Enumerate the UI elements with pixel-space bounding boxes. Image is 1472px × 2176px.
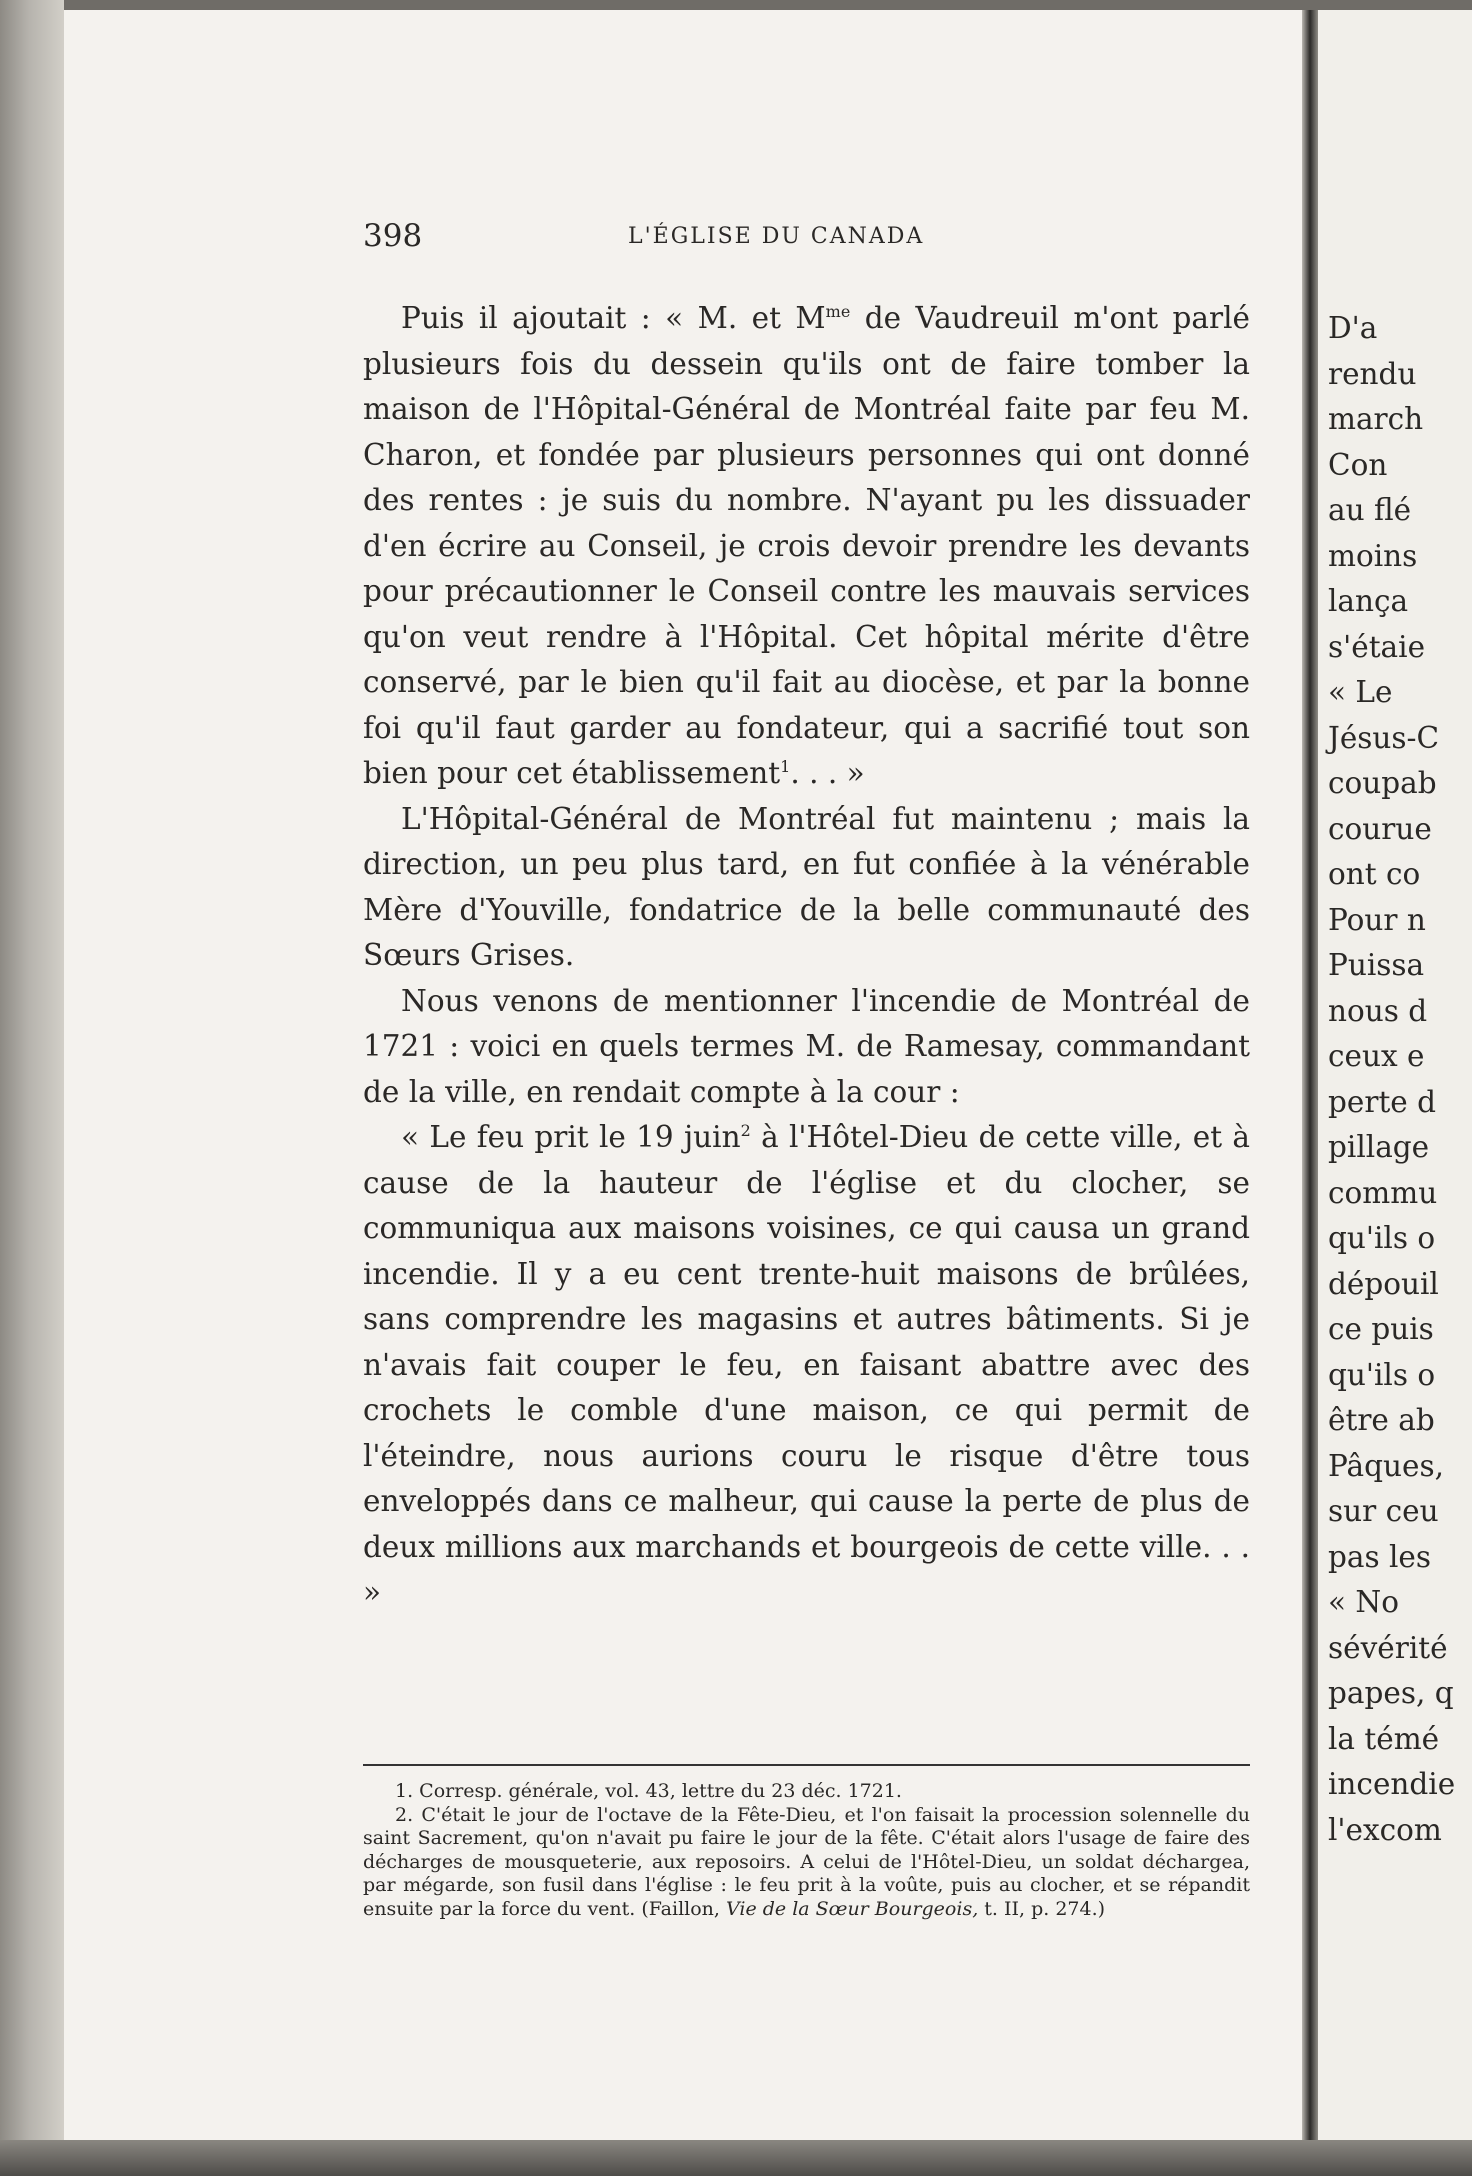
running-head — [363, 218, 1250, 262]
right-line: qu'ils o — [1328, 1357, 1436, 1392]
book-gutter — [1302, 10, 1318, 2142]
book-bottom-edge — [0, 2140, 1472, 2176]
right-line: nous d — [1328, 993, 1428, 1028]
right-line: au flé — [1328, 493, 1412, 527]
right-line: rendu — [1328, 356, 1417, 391]
text-run: 2. C'était le jour de l'octave de la Fête-Dieu, et l'on faisait la procession solennelle du saint Sacrement, qu'on n'avait pu faire le jour de la fête. C'était alors l'usage de faire des décharges de mousqueterie, aux reposoirs. A celui de l'Hôtel-Dieu, un soldat déchargea, par mégarde, son fusil dans l'église : le feu prit à la voûte, puis au clocher, et se répandit ensuite par la force du vent. (Faillon, — [363, 1803, 1250, 1920]
right-page-text — [1328, 306, 1472, 1853]
right-line: sévérité — [1328, 1630, 1448, 1665]
text-run: à l'Hôtel-Dieu de cette ville, et à cause de la hauteur de l'église et du clocher, se communiqua aux maisons voisines, ce qui causa un grand incendie. Il y a eu cent trente-huit maisons de brûlées, sans comprendre les magasins et autres bâtiments. Si je n'avais fait couper le feu, en faisant abattre avec des crochets le comble d'une maison, ce qui permit de l'éteindre, nous aurions couru le risque d'être tous enveloppés dans ce malheur, qui cause la perte de plus de deux millions aux marchands et bourgeois de cette ville. . . » — [363, 1120, 1250, 1609]
right-line: l'excom — [1328, 1812, 1442, 1847]
right-line: sur ceu — [1328, 1494, 1439, 1528]
right-page — [1318, 10, 1472, 2142]
right-line: coupab — [1328, 766, 1437, 800]
right-line: pillage — [1328, 1130, 1430, 1164]
right-line: Puissa — [1328, 948, 1425, 982]
text-run: Puis il ajoutait : « M. et M — [401, 301, 826, 335]
footnote-2 — [363, 1804, 1250, 1922]
paragraph — [363, 1115, 1250, 1616]
right-line: march — [1328, 402, 1424, 436]
text-run: . . . » — [790, 756, 865, 790]
text-run: « Le feu prit le 19 juin — [401, 1120, 741, 1154]
right-line: papes, q — [1328, 1676, 1454, 1710]
paragraph: Nous venons de mentionner l'incendie de Montréal de 1721 : voici en quels termes M. de Ramesay, commandant de la ville, en rendait compte à la cour : — [363, 983, 1250, 1109]
footnote-1: 1. Corresp. générale, vol. 43, lettre du 23 déc. 1721. — [395, 1780, 902, 1802]
superscript: me — [825, 302, 851, 322]
footnote-italic-title: Vie de la Sœur Bourgeois, — [726, 1897, 979, 1920]
running-title: L'ÉGLISE DU CANADA — [628, 224, 925, 249]
paragraph: L'Hôpital-Général de Montréal fut maintenu ; mais la direction, un peu plus tard, en fut confiée à la vénérable Mère d'Youville, fondatrice de la belle communauté des Sœurs Grises. — [363, 801, 1250, 972]
body-text — [363, 296, 1250, 1616]
page-number: 398 — [363, 218, 423, 254]
right-line: D'a — [1328, 311, 1378, 345]
right-line: courue — [1328, 811, 1432, 846]
right-line: Pâques, — [1328, 1448, 1444, 1483]
right-line: incendie — [1328, 1767, 1456, 1801]
book-left-edge — [0, 0, 64, 2176]
right-line: lança — [1328, 584, 1409, 618]
paragraph — [363, 296, 1250, 797]
right-line: pas les — [1328, 1539, 1432, 1574]
right-line: ont co — [1328, 857, 1421, 891]
right-line: s'étaie — [1328, 629, 1426, 664]
right-line: Jésus-C — [1328, 720, 1440, 755]
text-run: de Vaudreuil m'ont parlé plusieurs fois du dessein qu'ils ont de faire tomber la maison de l'Hôpital-Général de Montréal faite par feu M. Charon, et fondée par plusieurs personnes qui ont donné des rentes : je suis du nombre. N'ayant pu les dissuader d'en écrire au Conseil, je crois devoir prendre les devants pour précautionner le Conseil contre les mauvais services qu'on veut rendre à l'Hôpital. Cet hôpital mérite d'être conservé, par le bien qu'il fait au diocèse, et par la bonne foi qu'il faut garder au fondateur, qui a sacrifié tout son bien pour cet établissement — [363, 301, 1251, 790]
right-line: commu — [1328, 1175, 1438, 1210]
right-line: qu'ils o — [1328, 1221, 1436, 1255]
right-line: ce puis — [1328, 1312, 1434, 1346]
right-line: la témé — [1328, 1721, 1440, 1756]
right-line: Con — [1328, 447, 1388, 482]
right-line: dépouil — [1328, 1266, 1439, 1301]
right-line: « No — [1328, 1585, 1399, 1619]
text-run: t. II, p. 274.) — [978, 1897, 1106, 1920]
footnote-ref-1: 1 — [780, 757, 791, 777]
right-line: ceux e — [1328, 1039, 1425, 1073]
right-line: « Le — [1328, 675, 1393, 709]
right-line: perte d — [1328, 1084, 1437, 1119]
right-line: Pour n — [1328, 902, 1426, 937]
right-line: être ab — [1328, 1403, 1435, 1437]
footnote-ref-2: 2 — [740, 1121, 751, 1141]
footnote-rule — [363, 1764, 1250, 1766]
footnotes — [363, 1780, 1250, 1921]
right-line: moins — [1328, 538, 1418, 573]
